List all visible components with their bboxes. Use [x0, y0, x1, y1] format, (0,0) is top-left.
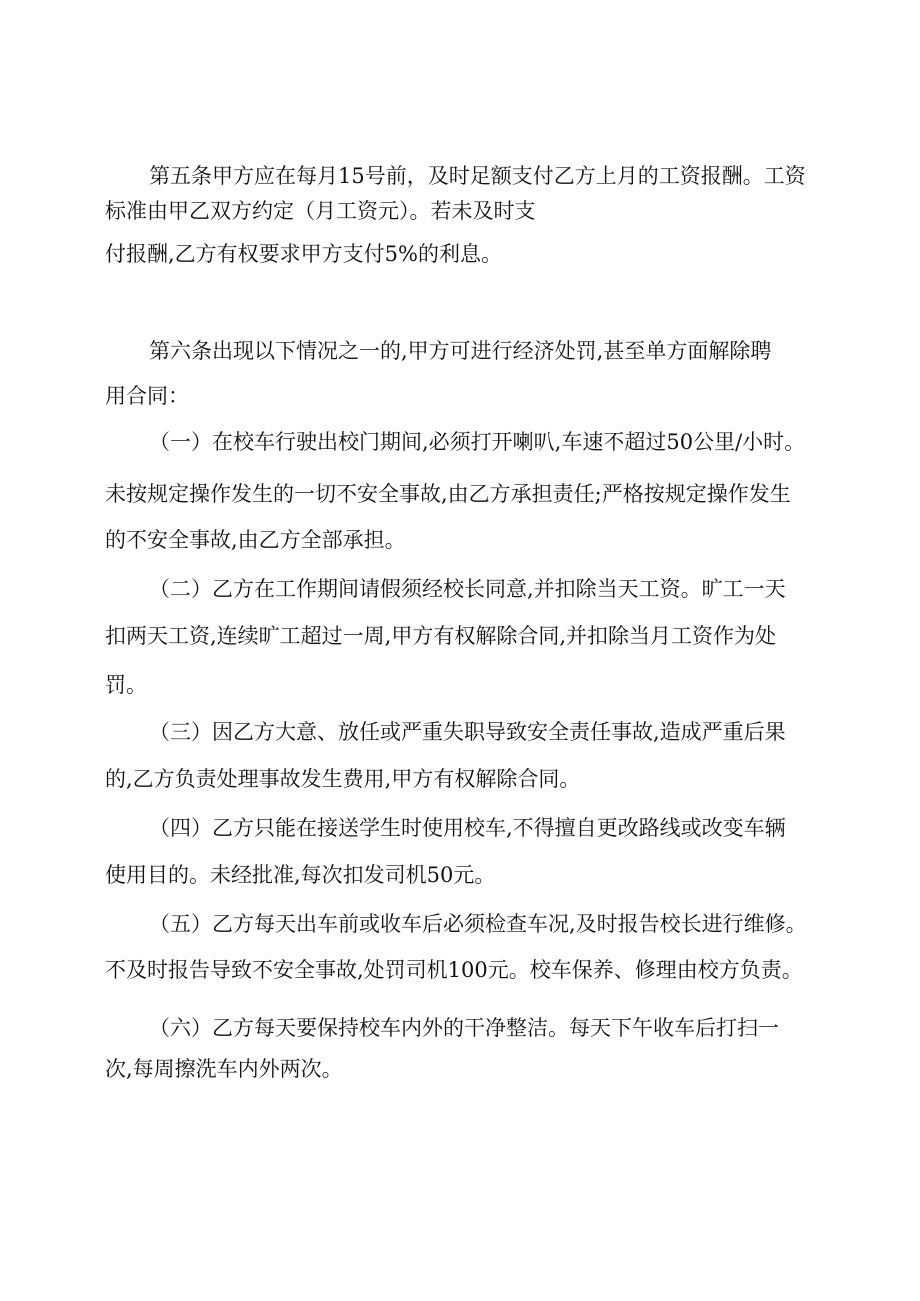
article-5-line-1: 第五条甲方应在每月15号前，及时足额支付乙方上月的工资报酬。工资 — [149, 164, 806, 188]
article-6-line-2: 用合同： — [105, 384, 189, 408]
item-1-line-1: （一）在校车行驶出校门期间,必须打开喇叭,车速不超过50公里/小时。 — [149, 430, 806, 454]
item-4-line-2: 使用目的。未经批准,每次扣发司机50元。 — [105, 863, 496, 887]
article-5-line-2: 标准由甲乙双方约定（月工资元）。若未及时支 — [105, 199, 536, 223]
item-2-line-2: 扣两天工资,连续旷工超过一周,甲方有权解除合同,并扣除当月工资作为处 — [105, 624, 777, 648]
item-4-line-1: （四）乙方只能在接送学生时使用校车,不得擅自更改路线或改变车辆 — [149, 816, 786, 840]
item-6-line-1: （六）乙方每天要保持校车内外的干净整洁。每天下午收车后打扫一 — [149, 1016, 779, 1040]
article-5-line-3: 付报酬,乙方有权要求甲方支付5%的利息。 — [105, 242, 502, 266]
item-3-line-2: 的,乙方负责处理事故发生费用,甲方有权解除合同。 — [105, 767, 581, 791]
item-1-line-2: 未按规定操作发生的一切不安全事故,由乙方承担责任;严格按规定操作发生 — [105, 482, 791, 506]
item-6-line-2: 次,每周擦洗车内外两次。 — [105, 1057, 343, 1081]
item-5-line-2: 不及时报告导致不安全事故,处罚司机100元。校车保养、修理由校方负责。 — [105, 958, 803, 982]
item-5-line-1: （五）乙方每天出车前或收车后必须检查车况,及时报告校长进行维修。 — [149, 912, 807, 936]
article-6-line-1: 第六条出现以下情况之一的,甲方可进行经济处罚,甚至单方面解除聘 — [149, 339, 772, 363]
item-1-line-3: 的不安全事故,由乙方全部承担。 — [105, 528, 406, 552]
item-2-line-1: （二）乙方在工作期间请假须经校长同意,并扣除当天工资。旷工一天 — [149, 577, 786, 601]
item-3-line-1: （三）因乙方大意、放任或严重失职导致安全责任事故,造成严重后果 — [149, 720, 786, 744]
item-2-line-3: 罚。 — [105, 673, 147, 697]
